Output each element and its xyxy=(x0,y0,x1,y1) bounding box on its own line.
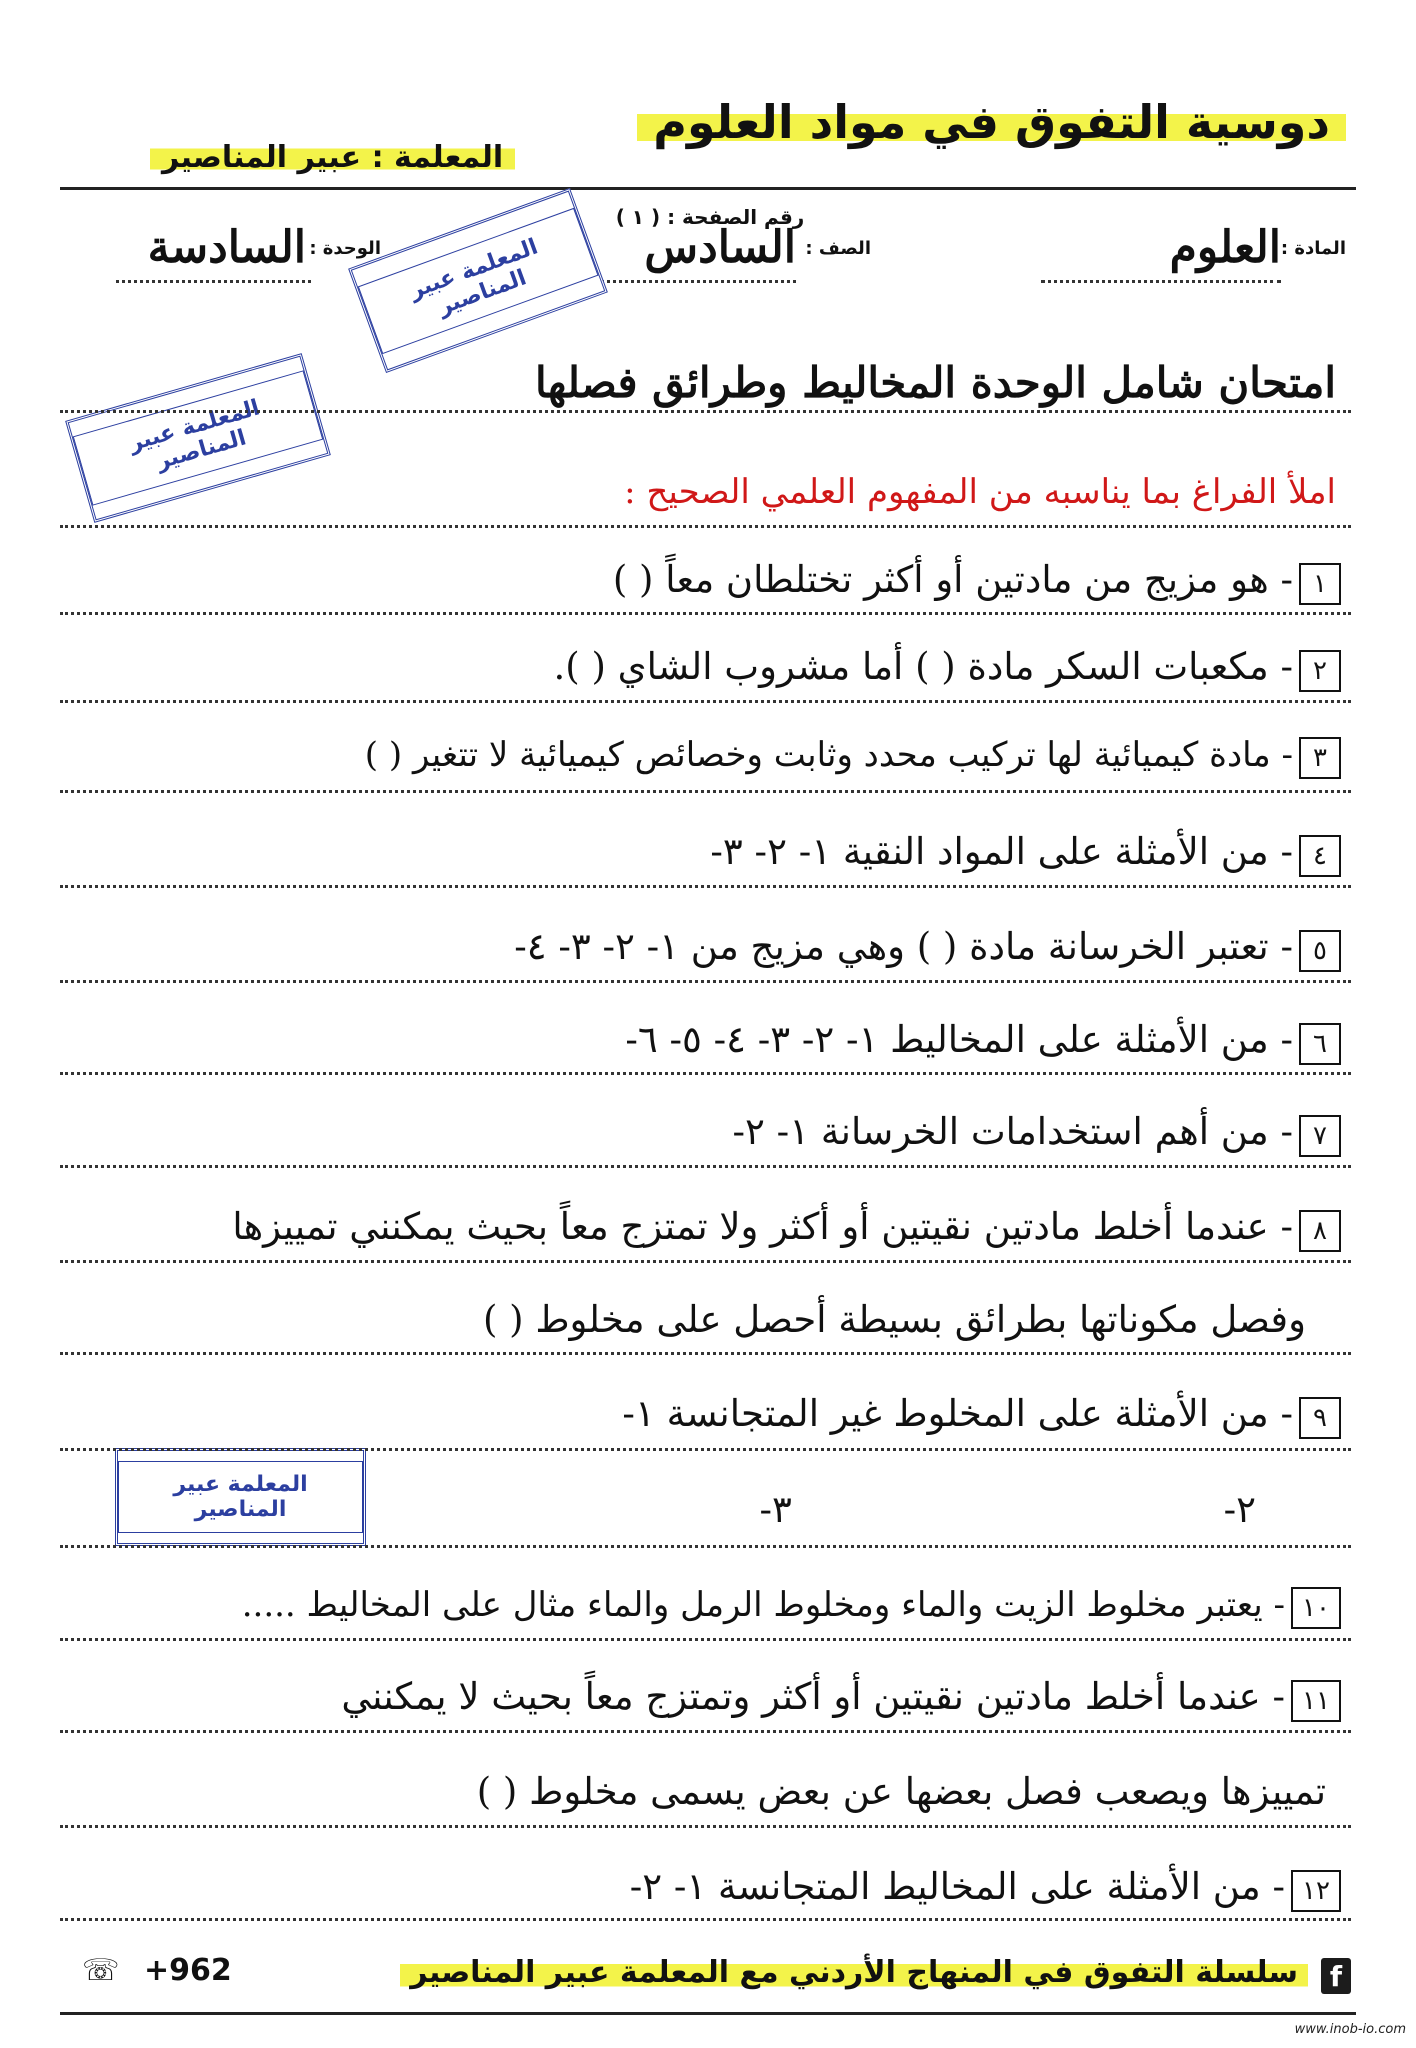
page-number: رقم الصفحة : ( ١ ) xyxy=(615,205,805,229)
ruled-line xyxy=(60,1825,1351,1828)
question-7 xyxy=(733,1110,1341,1157)
question-number: ٢ xyxy=(1299,650,1341,692)
ruled-line xyxy=(60,885,1351,888)
ruled-line xyxy=(60,1730,1351,1733)
footer-series: سلسلة التفوق في المنهاج الأردني مع المعلمة عبير المناصير xyxy=(400,1955,1308,1990)
question-text: - عندما أخلط مادتين نقيتين أو أكثر ولا تمتزج معاً بحيث يمكنني تمييزها xyxy=(232,1205,1293,1248)
question-9-continued: ٢- ٣- xyxy=(759,1488,1256,1531)
question-11 xyxy=(341,1675,1341,1722)
subject-label: المادة : xyxy=(1280,238,1346,259)
question-8 xyxy=(232,1205,1341,1252)
ruled-line xyxy=(60,1918,1351,1921)
question-number: ٦ xyxy=(1299,1023,1341,1065)
question-number: ١١ xyxy=(1291,1680,1341,1722)
question-3 xyxy=(365,735,1341,779)
grade-value: السادس xyxy=(644,222,796,273)
question-4 xyxy=(710,830,1341,877)
question-1 xyxy=(613,558,1341,605)
question-number: ٩ xyxy=(1299,1397,1341,1439)
ruled-line xyxy=(60,1260,1351,1263)
website-watermark: www.inob-io.com xyxy=(1294,2022,1406,2037)
teacher-stamp xyxy=(115,1448,366,1546)
unit-underline xyxy=(116,280,311,283)
exam-title: امتحان شامل الوحدة المخاليط وطرائق فصلها xyxy=(535,358,1336,407)
phone-icon: ☏ xyxy=(82,1953,120,1988)
subject-underline xyxy=(1041,280,1281,283)
question-2 xyxy=(554,645,1341,692)
stamp-text: المعلمة عبير المناصير xyxy=(118,1461,363,1533)
question-number: ٧ xyxy=(1299,1115,1341,1157)
teacher-stamp xyxy=(65,353,331,523)
question-text: - يعتبر مخلوط الزيت والماء ومخلوط الرمل والماء مثال على المخاليط ..... xyxy=(241,1585,1285,1625)
ruled-line xyxy=(60,1352,1351,1355)
question-text: - من الأمثلة على المخاليط ١- ٢- ٣- ٤- ٥- ٦- xyxy=(625,1018,1293,1061)
question-number: ١٠ xyxy=(1291,1587,1341,1629)
document-title: دوسية التفوق في مواد العلوم xyxy=(637,95,1346,149)
ruled-line xyxy=(60,700,1351,703)
question-11-continued: تمييزها ويصعب فصل بعضها عن بعض يسمى مخلوط ( ) xyxy=(476,1770,1326,1813)
teacher-stamp xyxy=(348,188,608,373)
ruled-line xyxy=(60,1072,1351,1075)
ruled-line xyxy=(60,525,1351,528)
question-text: - من أهم استخدامات الخرسانة ١- ٢- xyxy=(732,1110,1293,1153)
stamp-text: المعلمة عبير المناصير xyxy=(73,370,324,505)
question-number: ٣ xyxy=(1299,737,1341,779)
footer-divider xyxy=(60,2012,1356,2015)
question-5 xyxy=(514,925,1341,972)
ruled-line xyxy=(60,1165,1351,1168)
question-text: - تعتبر الخرسانة مادة ( ) وهي مزيج من ١- ٢- ٣- ٤- xyxy=(514,925,1293,968)
question-9 xyxy=(622,1392,1341,1439)
question-number: ٥ xyxy=(1299,930,1341,972)
ruled-line xyxy=(60,790,1351,793)
ruled-line xyxy=(60,1545,1351,1548)
grade-label: الصف : xyxy=(805,238,871,259)
ruled-line xyxy=(60,1448,1351,1451)
subject-value: العلوم xyxy=(1169,222,1281,273)
question-text: - هو مزيج من مادتين أو أكثر تختلطان معاً ( ) xyxy=(612,558,1293,601)
question-text: - عندما أخلط مادتين نقيتين أو أكثر وتمتزج معاً بحيث لا يمكنني xyxy=(341,1675,1285,1718)
stamp-text: المعلمة عبير المناصير xyxy=(358,207,599,353)
question-number: ٤ xyxy=(1299,835,1341,877)
question-number: ١ xyxy=(1299,563,1341,605)
grade-underline xyxy=(596,280,796,283)
question-number: ١٢ xyxy=(1291,1870,1341,1912)
question-10 xyxy=(242,1585,1341,1629)
ruled-line xyxy=(60,410,1351,413)
facebook-icon: f xyxy=(1321,1958,1351,1994)
unit-value: السادسة xyxy=(147,222,306,273)
phone-number xyxy=(82,1953,232,1988)
ruled-line xyxy=(60,980,1351,983)
unit-label: الوحدة : xyxy=(309,238,381,259)
ruled-line xyxy=(60,1638,1351,1641)
phone-code: +962 xyxy=(143,1953,232,1988)
ruled-line xyxy=(60,612,1351,615)
question-text: - مادة كيميائية لها تركيب محدد وثابت وخصائص كيميائية لا تتغير ( ) xyxy=(364,735,1293,775)
header-divider xyxy=(60,187,1356,190)
question-number: ٨ xyxy=(1299,1210,1341,1252)
question-text: - مكعبات السكر مادة ( ) أما مشروب الشاي ( ). xyxy=(553,645,1293,688)
teacher-name: المعلمة : عبير المناصير xyxy=(150,140,515,175)
question-text: - من الأمثلة على المخلوط غير المتجانسة ١- xyxy=(622,1392,1293,1435)
question-6 xyxy=(625,1018,1341,1065)
instruction: املأ الفراغ بما يناسبه من المفهوم العلمي الصحيح : xyxy=(624,472,1336,512)
question-8-continued: وفصل مكوناتها بطرائق بسيطة أحصل على مخلوط ( ) xyxy=(482,1298,1306,1341)
question-text: - من الأمثلة على المواد النقية ١- ٢- ٣- xyxy=(710,830,1293,873)
question-12 xyxy=(630,1865,1341,1912)
question-text: - من الأمثلة على المخاليط المتجانسة ١- ٢- xyxy=(629,1865,1285,1908)
